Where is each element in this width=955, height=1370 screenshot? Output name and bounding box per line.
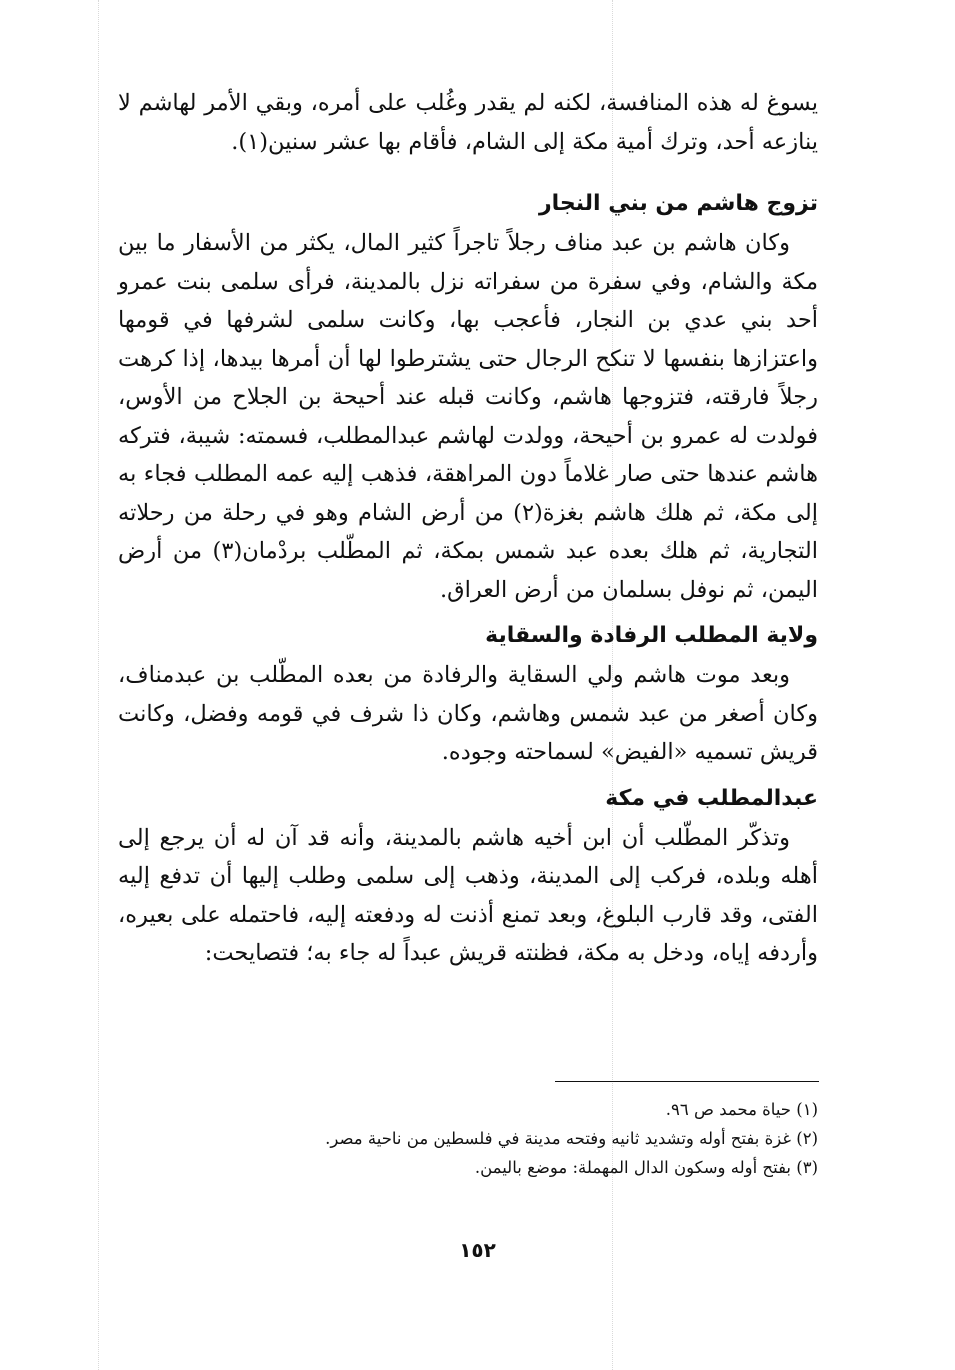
section-paragraph-mecca: وتذكّر المطّلب أن ابن أخيه هاشم بالمدينة، وأنه قد آن له أن يرجع إلى أهله وبلده، فركب إلى المدينة، وذهب إلى سلمى وطلب إليها أن تدفع إليه الفتى، وقد قارب البلوغ، وبعد تمنع أذنت له ودفعته إليه، فاحتمله على بعيره، وأردفه إياه، ودخل به مكة، فظنته قريش عبداً له جاء به؛ فتصايحت: bbox=[118, 824, 818, 966]
section-heading-marriage: تزوج هاشم من بني النجار bbox=[539, 191, 818, 216]
intro-paragraph: يسوغ له هذه المنافسة، لكنه لم يقدر وغُلب على أمره، وبقي الأمر لهاشم لا ينازعه أحد، وترك أمية مكة إلى الشام، فأقام بها عشر سنين(١). bbox=[118, 90, 818, 155]
scan-artifact-line bbox=[98, 0, 99, 1370]
section-heading-rifada: ولاية المطلب الرفادة والسقاية bbox=[485, 623, 818, 648]
section-paragraph-rifada: وبعد موت هاشم ولي السقاية والرفادة من بعده المطّلب بن عبدمناف، وكان أصغر من عبد شمس وهاشم، وكان ذا شرف في قومه وفضل، وكانت قريش تسميه «الفيض» لسماحته وجوده. bbox=[118, 662, 818, 765]
footnote-2: (٢) غزة بفتح أوله وتشديد ثانيه وفتحه مدينة في فلسطين من ناحية مصر. bbox=[325, 1129, 818, 1148]
section-heading-mecca: عبدالمطلب في مكة bbox=[605, 785, 818, 811]
footnote-3: (٣) بفتح أوله وسكون الدال المهملة: موضع باليمن. bbox=[474, 1158, 818, 1177]
footnotes bbox=[200, 1095, 818, 1182]
page-number: ١٥٢ bbox=[459, 1238, 496, 1262]
main-text bbox=[118, 84, 818, 973]
section-paragraph-marriage: وكان هاشم بن عبد مناف رجلاً تاجراً كثير المال، يكثر من الأسفار ما بين مكة والشام، وفي سفرة من سفراته نزل بالمدينة، فرأى سلمى بنت عمرو أحد بني عدي بن النجار، فأعجب بها، وكانت سلمى لشرفها في قومها واعتزازها بنفسها لا تنكح الرجال حتى يشترطوا لها أن أمرها بيدها، إذا كرهت رجلاً فارقته، فتزوجها هاشم، وكانت قبله عند أحيحة بن الجلاح من الأوس، فولدت له عمرو بن أحيحة، وولدت لهاشم عبدالمطلب، فسمته: شيبة، فتركه هاشم عندها حتى صار غلاماً دون المراهقة، فذهب إليه عمه المطلب فجاء به إلى مكة، ثم هلك هاشم بغزة(٢) من أرض الشام وهو في رحلة من رحلاته التجارية، ثم هلك بعده عبد شمس بمكة، ثم المطّلب بردْمان(٣) من أرض اليمن، ثم نوفل بسلمان من أرض العراق. bbox=[118, 230, 818, 603]
footnote-divider bbox=[555, 1081, 819, 1082]
footnote-1: (١) حياة محمد ص ٩٦. bbox=[665, 1100, 818, 1119]
